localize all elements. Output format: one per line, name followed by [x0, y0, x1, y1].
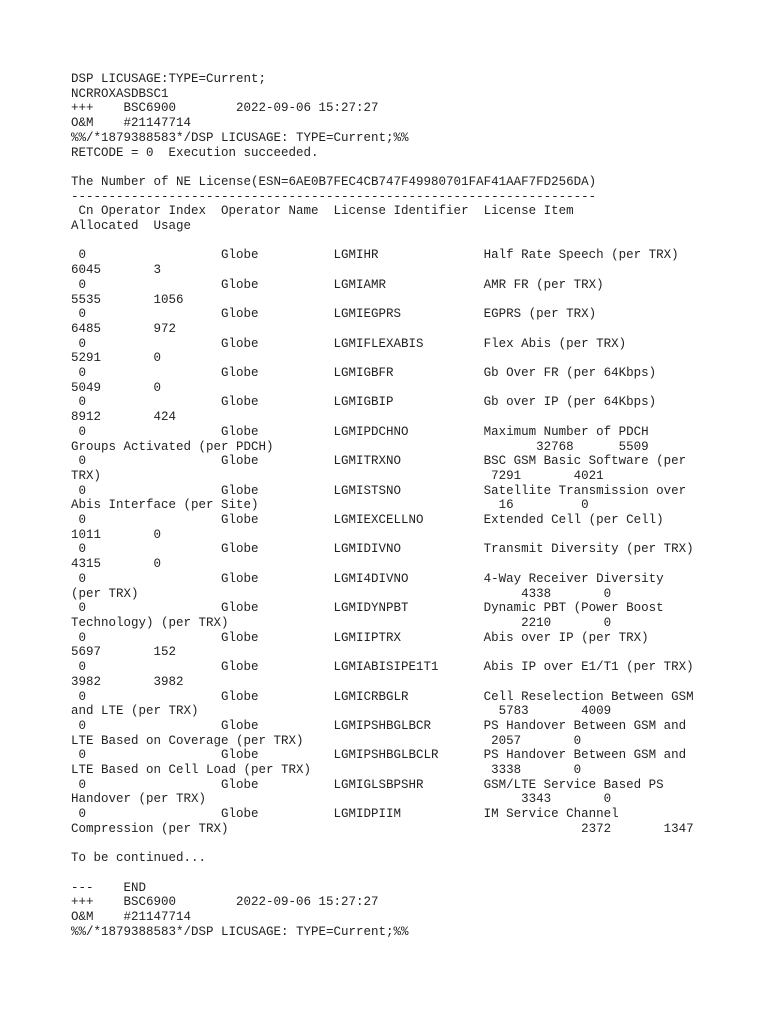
output-line: 0 Globe LGMIDYNPBT Dynamic PBT (Power Boost: [71, 601, 664, 616]
output-line: 8912 424: [71, 410, 177, 425]
output-line: 0 Globe LGMIGBFR Gb Over FR (per 64Kbps): [71, 366, 657, 381]
output-line: 0 Globe LGMIFLEXABIS Flex Abis (per TRX): [71, 336, 627, 351]
output-line: 0 Globe LGMIEXCELLNO Extended Cell (per Cell): [71, 513, 664, 528]
output-line: DSP LICUSAGE:TYPE=Current;: [71, 72, 267, 86]
output-line: Technology) (per TRX) 2210 0: [71, 615, 612, 630]
output-line: 0 Globe LGMIIPTRX Abis over IP (per TRX): [71, 630, 649, 645]
output-line: 0 Globe LGMIPSHBGLBCR PS Handover Between GSM and: [71, 718, 687, 733]
output-line: Groups Activated (per PDCH) 32768 5509: [71, 439, 649, 454]
output-line: NCRROXASDBSC1: [71, 86, 169, 101]
output-line: 0 Globe LGMIAMR AMR FR (per TRX): [71, 277, 604, 292]
output-line: 0 Globe LGMIGBIP Gb over IP (per 64Kbps): [71, 395, 657, 410]
output-line: 1011 0: [71, 527, 162, 542]
output-line: 3982 3982: [71, 674, 184, 689]
output-line: [71, 866, 694, 881]
output-line: 0 Globe LGMICRBGLR Cell Reselection Between GSM: [71, 689, 694, 704]
output-line: 0 Globe LGMITRXNO BSC GSM Basic Software (per: [71, 454, 687, 469]
output-line: The Number of NE License(ESN=6AE0B7FEC4CB747F49980701FAF41AAF7FD256DA): [71, 174, 597, 189]
output-line: +++ BSC6900 2022-09-06 15:27:27: [71, 101, 379, 116]
output-line: To be continued...: [71, 851, 207, 866]
output-line: Cn Operator Index Operator Name License Identifier License Item: [71, 204, 574, 219]
output-line: (per TRX) 4338 0: [71, 586, 612, 601]
output-line: O&M #21147714: [71, 116, 192, 131]
output-line: and LTE (per TRX) 5783 4009: [71, 704, 612, 719]
output-line: Allocated Usage: [71, 219, 192, 234]
output-line: 6045 3: [71, 263, 162, 278]
output-line: 0 Globe LGMIEGPRS EGPRS (per TRX): [71, 307, 597, 322]
output-line: +++ BSC6900 2022-09-06 15:27:27: [71, 895, 379, 910]
output-line: %%/*1879388583*/DSP LICUSAGE: TYPE=Current;%%: [71, 924, 409, 939]
output-line: 4315 0: [71, 557, 162, 572]
output-line: [71, 837, 694, 852]
output-line: [71, 160, 694, 175]
command-output: [71, 72, 694, 939]
output-line: 5697 152: [71, 645, 177, 660]
output-line: 0 Globe LGMIGLSBPSHR GSM/LTE Service Based PS: [71, 777, 664, 792]
output-line: 0 Globe LGMIDPIIM IM Service Channel: [71, 807, 619, 822]
output-line: 0 Globe LGMISTSNO Satellite Transmission over: [71, 483, 687, 498]
output-line: 0 Globe LGMIPDCHNO Maximum Number of PDCH: [71, 424, 649, 439]
output-line: 0 Globe LGMIPSHBGLBCLR PS Handover Between GSM and: [71, 748, 687, 763]
output-line: [71, 234, 694, 249]
output-line: 0 Globe LGMIDIVNO Transmit Diversity (per TRX): [71, 542, 694, 557]
output-line: %%/*1879388583*/DSP LICUSAGE: TYPE=Current;%%: [71, 130, 409, 145]
output-line: Compression (per TRX) 2372 1347: [71, 821, 694, 836]
output-line: Handover (per TRX) 3343 0: [71, 792, 612, 807]
output-line: 5291 0: [71, 351, 162, 366]
output-line: LTE Based on Cell Load (per TRX) 3338 0: [71, 763, 582, 778]
output-line: Abis Interface (per Site) 16 0: [71, 498, 589, 513]
output-line: LTE Based on Coverage (per TRX) 2057 0: [71, 733, 582, 748]
output-line: 5049 0: [71, 380, 162, 395]
output-line: 0 Globe LGMIHR Half Rate Speech (per TRX): [71, 248, 679, 263]
output-line: TRX) 7291 4021: [71, 468, 604, 483]
output-line: O&M #21147714: [71, 910, 192, 925]
output-line: 0 Globe LGMI4DIVNO 4-Way Receiver Diversity: [71, 571, 664, 586]
output-line: --- END: [71, 880, 147, 895]
output-line: 5535 1056: [71, 292, 184, 307]
output-line: ----------------------------------------------------------------------: [71, 189, 597, 204]
output-line: RETCODE = 0 Execution succeeded.: [71, 145, 319, 160]
output-line: 6485 972: [71, 321, 177, 336]
output-line: 0 Globe LGMIABISIPE1T1 Abis IP over E1/T1 (per TRX): [71, 660, 694, 675]
